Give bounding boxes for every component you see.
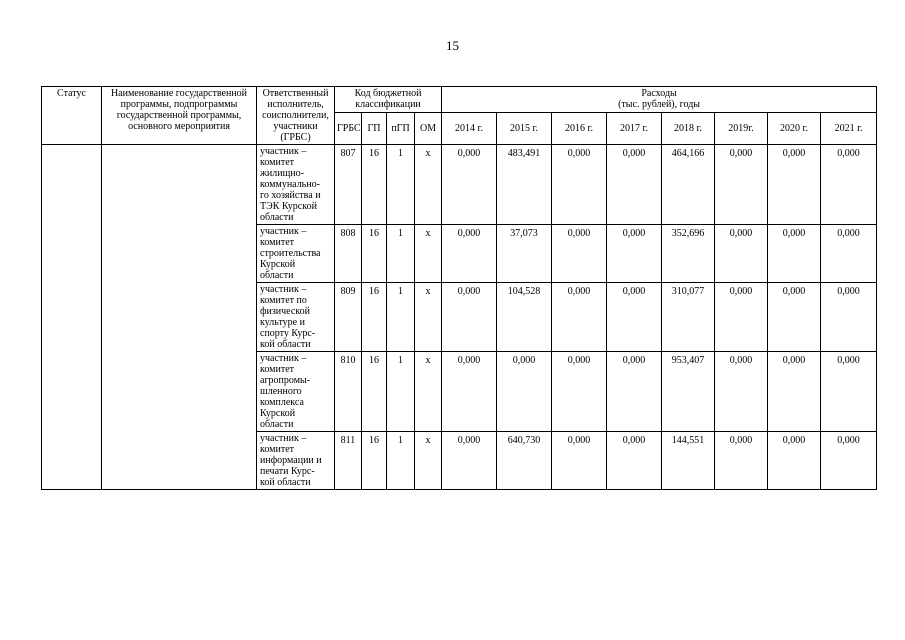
value-cell-2019: 0,000 [715,432,768,490]
header-expenses: Расходы (тыс. рублей), годы [442,87,877,113]
value-cell-2020: 0,000 [768,432,821,490]
pgp-cell: 1 [387,145,415,225]
header-om: ОМ [415,112,442,144]
header-grbs: ГРБС [335,112,362,144]
value-cell-2020: 0,000 [768,352,821,432]
value-cell-2020: 0,000 [768,145,821,225]
om-cell: х [415,225,442,283]
executor-cell: участник – комитет по физической культуре и спорту Курс- кой области [257,283,335,352]
value-cell-2016: 0,000 [552,283,607,352]
grbs-cell: 809 [335,283,362,352]
value-cell-2021: 0,000 [821,145,877,225]
header-year-2015: 2015 г. [497,112,552,144]
value-cell-2021: 0,000 [821,225,877,283]
value-cell-2014: 0,000 [442,145,497,225]
value-cell-2017: 0,000 [607,352,662,432]
status-cell [42,145,102,490]
gp-cell: 16 [362,225,387,283]
header-gp: ГП [362,112,387,144]
page-number: 15 [446,38,459,53]
budget-table [41,86,877,490]
value-cell-2021: 0,000 [821,352,877,432]
value-cell-2015: 37,073 [497,225,552,283]
value-cell-2015: 104,528 [497,283,552,352]
value-cell-2021: 0,000 [821,432,877,490]
grbs-cell: 808 [335,225,362,283]
value-cell-2015: 0,000 [497,352,552,432]
executor-cell: участник – комитет строительства Курской области [257,225,335,283]
header-year-2018: 2018 г. [662,112,715,144]
executor-cell: участник – комитет жилищно- коммунально- го хозяйства и ТЭК Курской области [257,145,335,225]
value-cell-2016: 0,000 [552,225,607,283]
table-row [42,145,877,225]
value-cell-2019: 0,000 [715,225,768,283]
header-status: Статус [42,87,102,145]
pgp-cell: 1 [387,432,415,490]
value-cell-2015: 483,491 [497,145,552,225]
gp-cell: 16 [362,283,387,352]
value-cell-2021: 0,000 [821,283,877,352]
value-cell-2020: 0,000 [768,225,821,283]
value-cell-2016: 0,000 [552,145,607,225]
header-year-2020: 2020 г. [768,112,821,144]
header-year-2019: 2019г. [715,112,768,144]
gp-cell: 16 [362,352,387,432]
value-cell-2016: 0,000 [552,352,607,432]
om-cell: х [415,432,442,490]
value-cell-2018: 144,551 [662,432,715,490]
pgp-cell: 1 [387,283,415,352]
gp-cell: 16 [362,432,387,490]
value-cell-2018: 310,077 [662,283,715,352]
program-name-cell [102,145,257,490]
value-cell-2015: 640,730 [497,432,552,490]
header-executor: Ответственный исполнитель, соисполнители, участники (ГРБС) [257,87,335,145]
grbs-cell: 811 [335,432,362,490]
value-cell-2017: 0,000 [607,283,662,352]
header-budget-code: Код бюджетной классификации [335,87,442,113]
executor-cell: участник – комитет информации и печати Курс- кой области [257,432,335,490]
grbs-cell: 810 [335,352,362,432]
value-cell-2014: 0,000 [442,283,497,352]
pgp-cell: 1 [387,352,415,432]
value-cell-2019: 0,000 [715,145,768,225]
value-cell-2020: 0,000 [768,283,821,352]
pgp-cell: 1 [387,225,415,283]
om-cell: х [415,352,442,432]
executor-cell: участник – комитет агропромы- шленного комплекса Курской области [257,352,335,432]
header-year-2014: 2014 г. [442,112,497,144]
gp-cell: 16 [362,145,387,225]
om-cell: х [415,145,442,225]
header-program-name: Наименование государственной программы, подпрограммы государственной программы, основного мероприятия [102,87,257,145]
value-cell-2018: 352,696 [662,225,715,283]
value-cell-2019: 0,000 [715,283,768,352]
header-year-2017: 2017 г. [607,112,662,144]
header-pgp: пГП [387,112,415,144]
value-cell-2014: 0,000 [442,352,497,432]
value-cell-2017: 0,000 [607,225,662,283]
header-year-2016: 2016 г. [552,112,607,144]
value-cell-2019: 0,000 [715,352,768,432]
value-cell-2018: 953,407 [662,352,715,432]
value-cell-2014: 0,000 [442,432,497,490]
value-cell-2016: 0,000 [552,432,607,490]
value-cell-2017: 0,000 [607,432,662,490]
value-cell-2018: 464,166 [662,145,715,225]
value-cell-2014: 0,000 [442,225,497,283]
om-cell: х [415,283,442,352]
header-year-2021: 2021 г. [821,112,877,144]
grbs-cell: 807 [335,145,362,225]
value-cell-2017: 0,000 [607,145,662,225]
